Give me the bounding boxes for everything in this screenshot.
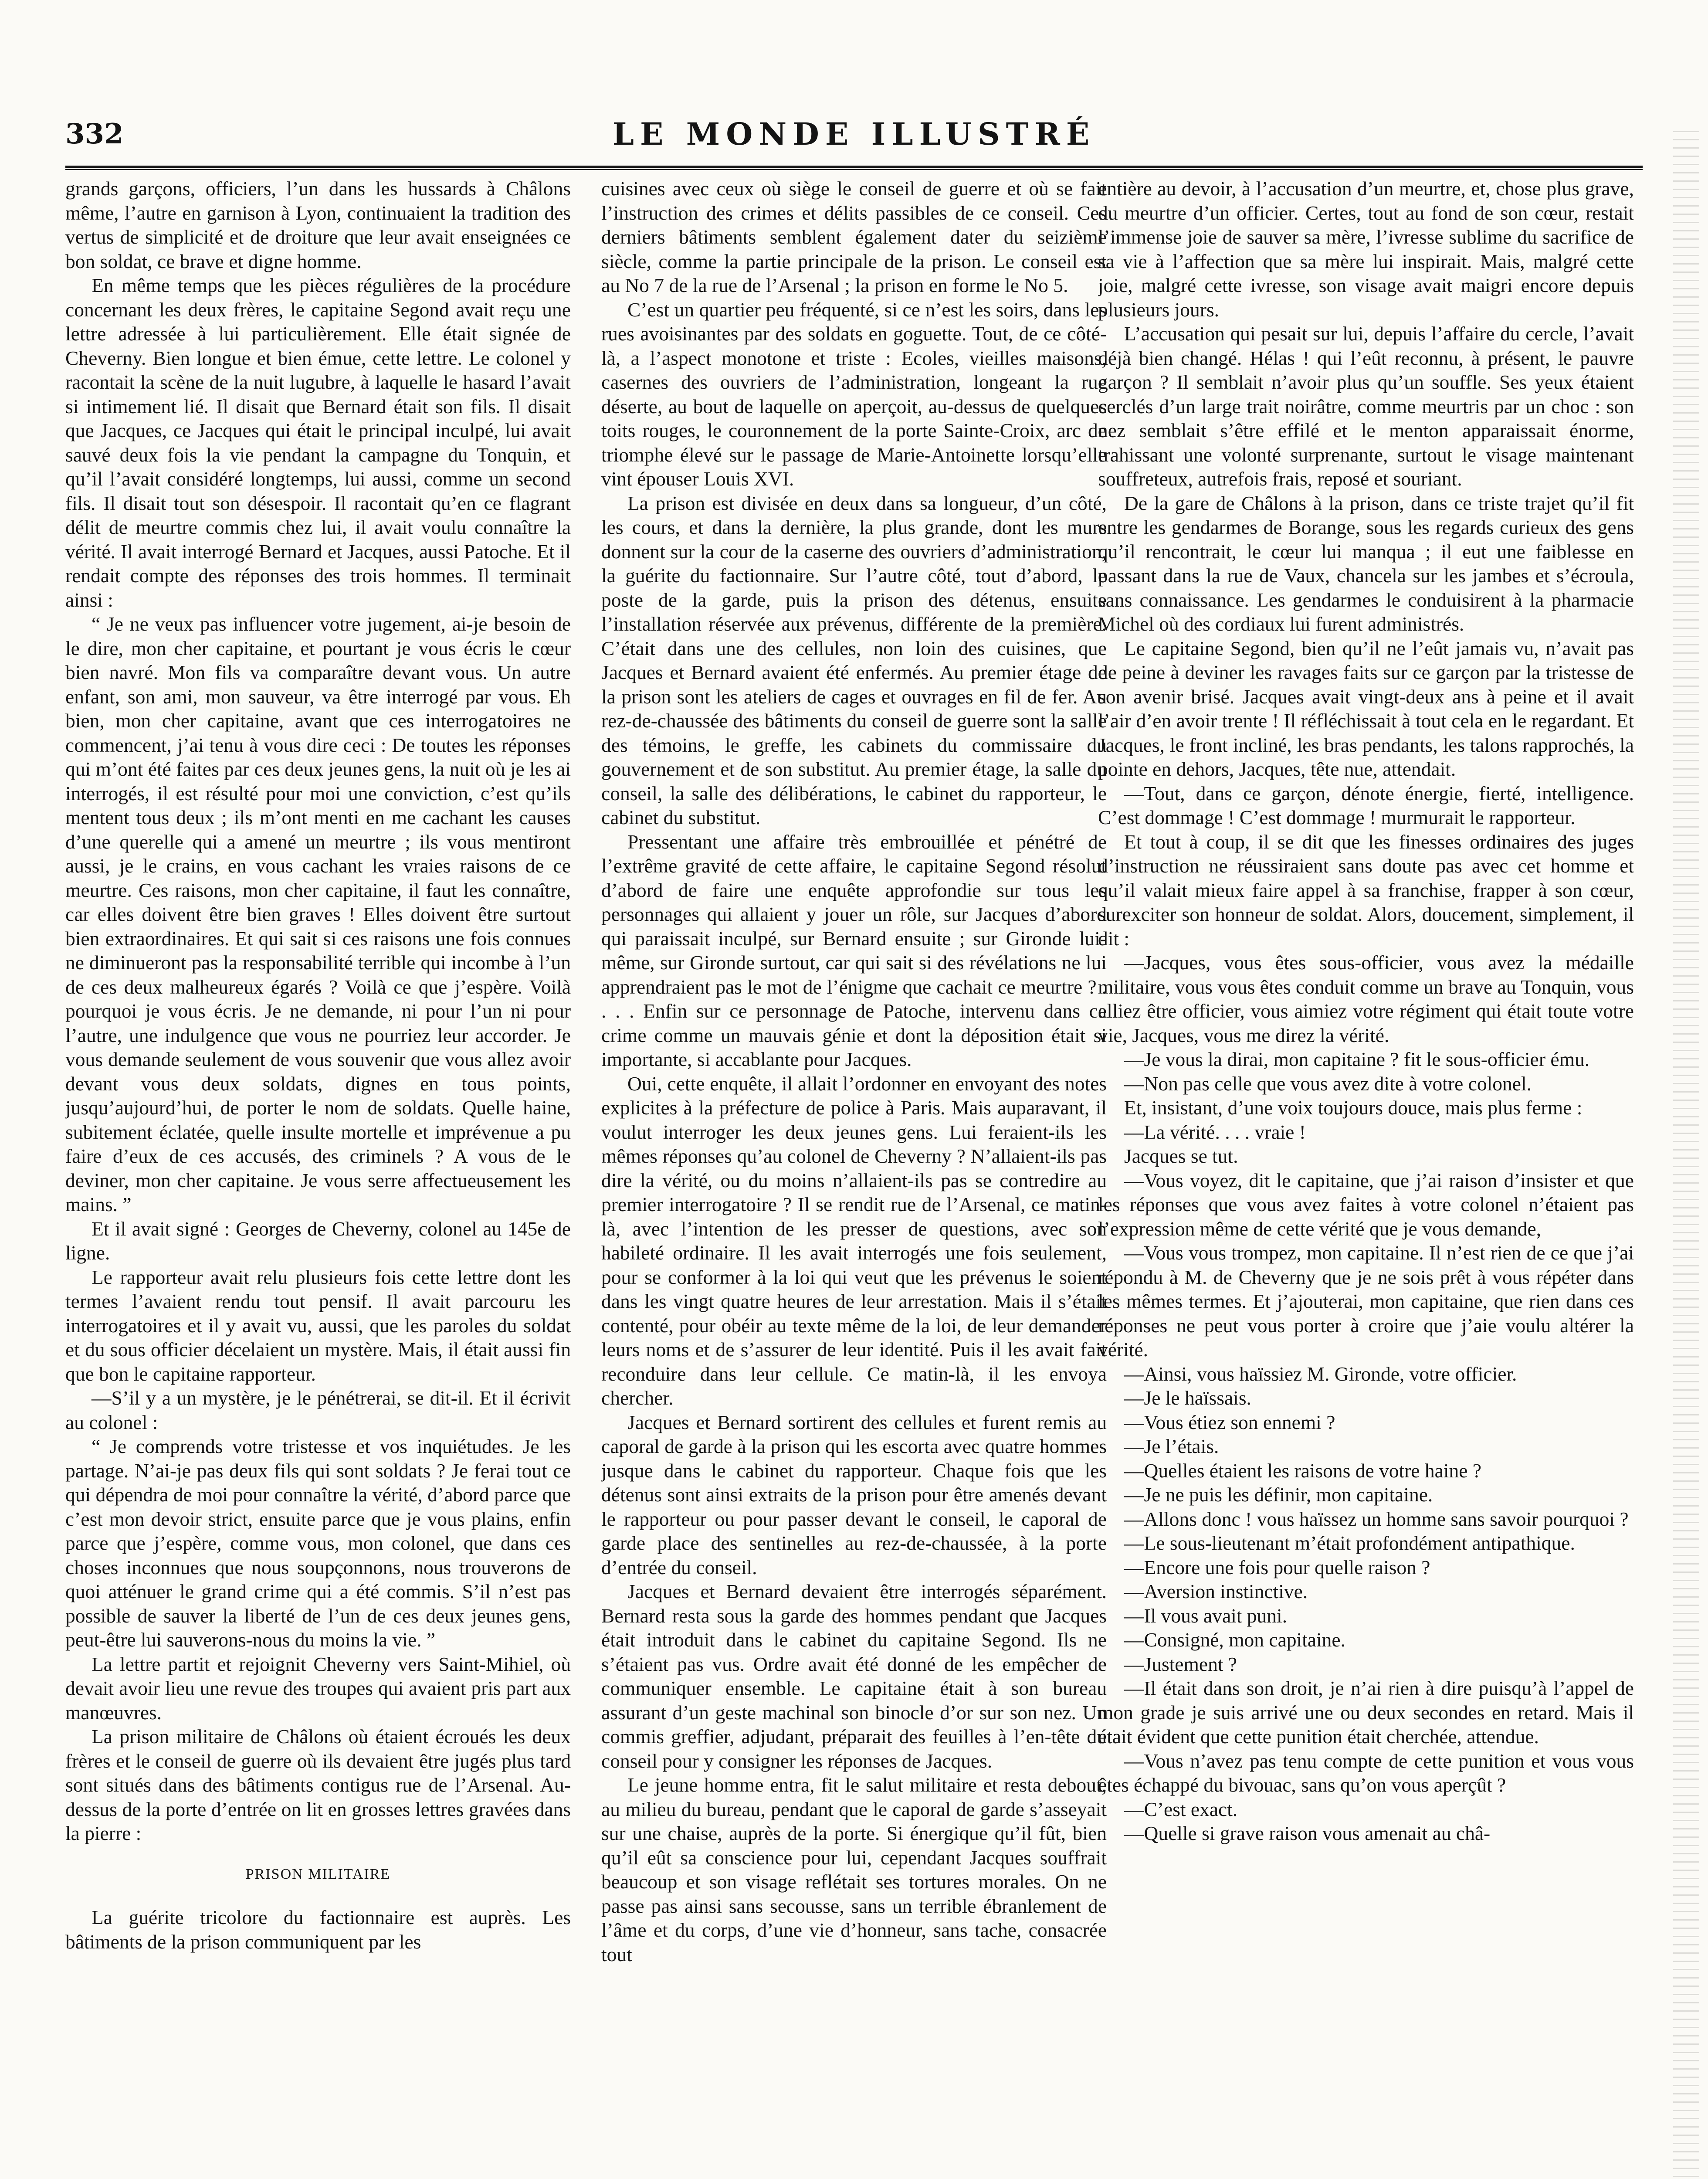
paragraph: —Consigné, mon capitaine. [1124, 1629, 1345, 1651]
paragraph: Et tout à coup, il se dit que les finesses ordinaires des juges d’instruction ne réussiraient sans doute pas avec cet homme et qu’il valait mieux faire appel à sa franchise, frapper à son cœur, surexciter son honneur de soldat. Alors, doucement, simplement, il dit : [1098, 830, 1634, 950]
paragraph: Et il avait signé : Georges de Cheverny, colonel au 145e de ligne. [65, 1217, 571, 1264]
paragraph: La prison militaire de Châlons où étaient écroués les deux frères et le conseil de guerre où ils devaient être jugés plus tard sont situés dans des bâtiments contigus rue de l’Arsenal. Au-dessus de la porte d’entrée on lit en grosses lettres gravées dans la pierre : [65, 1725, 571, 1844]
page-number: 332 [65, 118, 124, 150]
inscription-heading: PRISON MILITAIRE [245, 1866, 391, 1882]
paragraph: —Encore une fois pour quelle raison ? [1124, 1556, 1430, 1578]
text-column-2 [601, 176, 1107, 2179]
paragraph: —Je ne puis les définir, mon capitaine. [1124, 1483, 1433, 1506]
paragraph: —La vérité. . . . vraie ! [1124, 1120, 1306, 1143]
paragraph: —Jacques, vous êtes sous-officier, vous avez la médaille militaire, vous vous êtes conduit comme un brave au Tonquin, vous alliez être officier, vous aimiez votre régiment qui était toute votre vie, Jacques, vous me direz la vérité. [1098, 951, 1634, 1046]
paragraph: —Quelle si grave raison vous amenait au châ- [1124, 1822, 1491, 1844]
paragraph: Jacques se tut. [1124, 1145, 1238, 1167]
paragraph: —Allons donc ! vous haïssez un homme sans savoir pourquoi ? [1124, 1507, 1629, 1530]
paragraph: grands garçons, officiers, l’un dans les hussards à Châlons même, l’autre en garnison à Lyon, continuaient la tradition des vertus de simplicité et de droiture que leur avait enseignées ce bon soldat, ce brave et digne homme. [65, 177, 571, 272]
page-edge-scan-noise [1673, 131, 1699, 2179]
paragraph: —Tout, dans ce garçon, dénote énergie, fierté, intelligence. C’est dommage ! C’est dommage ! murmurait le rapporteur. [1098, 782, 1634, 828]
paragraph: cuisines avec ceux où siège le conseil de guerre et où se fait l’instruction des crimes et délits passibles de ce conseil. Ces derniers bâtiments semblent également dater du seizième siècle, comme la partie principale de la prison. Le conseil est au No 7 de la rue de l’Arsenal ; la prison en forme le No 5. [601, 177, 1107, 296]
paragraph: —Il était dans son droit, je n’ai rien à dire puisqu’à l’appel de mon grade je suis arrivé une ou deux secondes en retard. Mais il était évident que cette punition était cherchée, attendue. [1098, 1677, 1634, 1748]
paragraph: Le rapporteur avait relu plusieurs fois cette lettre dont les termes l’avaient rendu tout pensif. Il avait parcouru les interrogatoires et il y avait vu, aussi, que les paroles du soldat et du sous officier décelaient un mystère. Mais, il était aussi fin que bon le capitaine rapporteur. [65, 1266, 571, 1385]
paragraph: “ Je comprends votre tristesse et vos inquiétudes. Je les partage. N’ai-je pas deux fils qui sont soldats ? Je ferai tout ce qui dépendra de moi pour connaître la vérité, d’abord parce que c’est mon devoir strict, ensuite parce que je vous plains, enfin parce que j’espère, comme vous, mon colonel, que dans ces choses inconnues que nous soupçonnons, nous trouverons de quoi atténuer le grand crime qui a été commis. S’il n’est pas possible de sauver la liberté de l’un de ces deux jeunes gens, peut-être lui sauverons-nous du moins la vie. ” [65, 1435, 571, 1651]
paragraph: “ Je ne veux pas influencer votre jugement, ai-je besoin de le dire, mon cher capitaine, et pourtant je vous écris le cœur bien navré. Mon fils va comparaître devant vous. Un autre enfant, son ami, mon sauveur, va être interrogé par vous. Eh bien, mon cher capitaine, avant que ces interrogatoires ne commencent, j’ai tenu à vous dire ceci : De toutes les réponses qui m’ont été faites par ces deux jeunes gens, la nuit où je les ai interrogés, il est résulté pour moi une conviction, c’est qu’ils mentent tous deux ; ils m’ont menti en me cachant les causes d’une querelle qui a amené un meurtre ; ils vous mentiront aussi, je le crains, en vous cachant les vraies raisons de ce meurtre. Ces raisons, mon cher capitaine, il faut les connaître, car elles doivent être bien graves ! Elles doivent être surtout bien extraordinaires. Et qui sait si ces raisons une fois connues ne diminueront pas la responsabilité terrible qui incombe à l’un de ces deux malheureux égarés ? Voilà ce que j’espère. Voilà pourquoi je vous écris. Je ne demande, ni pour l’un ni pour l’autre, une indulgence que vous ne pourriez leur accorder. Je vous demande seulement de vous souvenir que vous allez avoir devant vous deux soldats, dignes en tous points, jusqu’aujourd’hui, de porter le nom de soldats. Quelle haine, subitement éclatée, quelle insulte mortelle et imprévenue a pu faire d’eux de ces accusés, des criminels ? A vous de le deviner, mon cher capitaine. Je vous serre affectueusement les mains. ” [65, 613, 571, 1215]
paragraph: La lettre partit et rejoignit Cheverny vers Saint-Mihiel, où devait avoir lieu une revue des troupes qui avaient pris part aux manœuvres. [65, 1653, 571, 1724]
page-title: LE MONDE ILLUSTRÉ [612, 116, 1096, 152]
paragraph: —Vous n’avez pas tenu compte de cette punition et vous vous êtes échappé du bivouac, sans qu’on vous aperçût ? [1098, 1749, 1634, 1796]
paragraph: —C’est exact. [1124, 1798, 1238, 1820]
paragraph: —Quelles étaient les raisons de votre haine ? [1124, 1459, 1481, 1482]
paragraph: Oui, cette enquête, il allait l’ordonner en envoyant des notes explicites à la préfecture de police à Paris. Mais auparavant, il voulut interroger les deux jeunes gens. Lui feraient-ils les mêmes réponses qu’au colonel de Cheverny ? N’allaient-ils pas dire la vérité, ou du moins n’allaient-ils pas se contredire au premier interrogatoire ? Il se rendit rue de l’Arsenal, ce matin-là, avec l’intention de les presser de questions, avec son habileté ordinaire. Il les avait interrogés une fois seulement, pour se conformer à la loi qui veut que les prévenus le soient dans les vingt quatre heures de leur arrestation. Mais il s’était contenté, pour obéir au texte même de la loi, de leur demander leurs noms et de s’assurer de leur identité. Puis il les avait fait reconduire dans leur cellule. Ce matin-là, il les envoya chercher. [601, 1072, 1107, 1409]
paragraph: —Vous vous trompez, mon capitaine. Il n’est rien de ce que j’ai répondu à M. de Cheverny que je ne sois prêt à vous répéter dans les mêmes termes. Et j’ajouterai, mon capitaine, que rien dans ces réponses ne peut vous porter à croire que j’aie voulu altérer la vérité. [1098, 1242, 1634, 1361]
paragraph: —Le sous-lieutenant m’était profondément antipathique. [1124, 1532, 1575, 1554]
paragraph: —Il vous avait puni. [1124, 1604, 1288, 1627]
paragraph: Jacques et Bernard devaient être interrogés séparément. Bernard resta sous la garde des hommes pendant que Jacques était introduit dans le cabinet du capitaine Segond. Ils ne s’étaient pas vus. Ordre avait été donné de les empêcher de communiquer ensemble. Le capitaine était à son bureau assurant d’un geste machinal son binocle d’or sur son nez. Un commis greffier, adjudant, préparait des feuilles à l’en-tête du conseil pour y consigner les réponses de Jacques. [601, 1580, 1107, 1772]
paragraph: L’accusation qui pesait sur lui, depuis l’affaire du cercle, l’avait déjà bien changé. Hélas ! qui l’eût reconnu, à présent, le pauvre garçon ? Il semblait n’avoir plus qu’un souffle. Ses yeux étaient cerclés d’un large trait noirâtre, comme meurtris par un choc : son nez semblait s’être effilé et le menton apparaissait énorme, trahissant une volonté surprenante, surtout le visage maintenant souffreteux, autrefois frais, reposé et souriant. [1098, 322, 1634, 490]
paragraph: —Aversion instinctive. [1124, 1580, 1308, 1602]
paragraph: C’est un quartier peu fréquenté, si ce n’est les soirs, dans les rues avoisinantes par des soldats en goguette. Tout, de ce côté-là, a l’aspect monotone et triste : Ecoles, vieilles maisons, casernes des ouvriers de l’administration, longeant la rue déserte, au bout de laquelle on aperçoit, au-dessus de quelques toits rouges, le couronnement de la porte Sainte-Croix, arc de triomphe élevé sur le passage de Marie-Antoinette lorsqu’elle vint épouser Louis XVI. [601, 298, 1107, 490]
paragraph: —Non pas celle que vous avez dite à votre colonel. [1124, 1072, 1532, 1095]
paragraph: Pressentant une affaire très embrouillée et pénétré de l’extrême gravité de cette affaire, le capitaine Segond résolut d’abord de faire une enquête approfondie sur tous les personnages qui allaient y jouer un rôle, sur Jacques d’abord qui paraissait inculpé, sur Bernard ensuite ; sur Gironde lui-même, sur Gironde surtout, car qui sait si des révélations ne lui apprendraient pas le mot de l’énigme que cachait ce meurtre ? . . . . Enfin sur ce personnage de Patoche, intervenu dans ce crime comme un mauvais génie et dont la déposition était si importante, si accablante pour Jacques. [601, 830, 1107, 1070]
paragraph: —Je l’étais. [1124, 1435, 1219, 1457]
paragraph: —Je le haïssais. [1124, 1387, 1251, 1409]
paragraph: La guérite tricolore du factionnaire est auprès. Les bâtiments de la prison communiquent par les [65, 1906, 571, 1953]
paragraph: En même temps que les pièces régulières de la procédure concernant les deux frères, le capitaine Segond avait reçu une lettre adressée à lui particulièrement. Elle était signée de Cheverny. Bien longue et bien émue, cette lettre. Le colonel y racontait la scène de la nuit lugubre, à laquelle le hasard l’avait si intimement lié. Il disait que Bernard était son fils. Il disait que Jacques, ce Jacques qui était le principal inculpé, lui avait sauvé deux fois la vie pendant la campagne du Tonquin, et qu’il l’avait considéré longtemps, lui aussi, comme un second fils. Il disait tout son désespoir. Il racontait qu’en ce flagrant délit de meurtre commis chez lui, il avait voulu connaître la vérité. Il avait interrogé Bernard et Jacques, aussi Patoche. Et il rendait compte des réponses des trois hommes. Il terminait ainsi : [65, 274, 571, 611]
paragraph: Et, insistant, d’une voix toujours douce, mais plus ferme : [1124, 1096, 1583, 1119]
paragraph: —Vous voyez, dit le capitaine, que j’ai raison d’insister et que les réponses que vous avez faites à votre colonel n’étaient pas l’expression même de cette vérité que je vous demande, [1098, 1169, 1634, 1240]
text-column-3 [1098, 176, 1634, 2179]
paragraph: —Justement ? [1124, 1653, 1237, 1675]
paragraph: —Ainsi, vous haïssiez M. Gironde, votre officier. [1124, 1362, 1517, 1385]
paragraph: La prison est divisée en deux dans sa longueur, d’un côté, les cours, et dans la dernière, la plus grande, dont les murs donnent sur la cour de la caserne des ouvriers d’administration, la guérite du factionnaire. Sur l’autre côté, tout d’abord, le poste de la garde, puis la prison des détenus, ensuite l’installation réservée aux prévenus, différente de la première. C’était dans une des cellules, non loin des cuisines, que Jacques et Bernard avaient été enfermés. Au premier étage de la prison sont les ateliers de cages et ouvrages en fil de fer. Au rez-de-chaussée des bâtiments du conseil de guerre sont la salle des témoins, le greffe, les cabinets du commissaire du gouvernement et de son substitut. Au premier étage, la salle du conseil, la salle des délibérations, le cabinet du rapporteur, le cabinet du substitut. [601, 492, 1107, 828]
page-header [65, 108, 1643, 156]
header-rule [65, 166, 1643, 170]
paragraph: entière au devoir, à l’accusation d’un meurtre, et, chose plus grave, du meurtre d’un officier. Certes, tout au fond de son cœur, restait l’immense joie de sauver sa mère, l’ivresse sublime du sacrifice de sa vie à l’affection que sa mère lui inspirait. Mais, malgré cette joie, malgré cette ivresse, son visage avait maigri encore depuis plusieurs jours. [1098, 177, 1634, 321]
paragraph: De la gare de Châlons à la prison, dans ce triste trajet qu’il fit entre les gendarmes de Borange, sous les regards curieux des gens qu’il rencontrait, le cœur lui manqua ; il eut une faiblesse en passant dans la rue de Vaux, chancela sur les jambes et s’écroula, sans connaissance. Les gendarmes le conduisirent à la pharmacie Michel où des cordiaux lui furent administrés. [1098, 492, 1634, 635]
paragraph: Le jeune homme entra, fit le salut militaire et resta debout, au milieu du bureau, pendant que le caporal de garde s’asseyait sur une chaise, auprès de la porte. Si énergique qu’il fût, bien qu’il eût sa conscience pour lui, cependant Jacques souffrait beaucoup et son visage reflétait ses tortures morales. On ne passe pas ainsi sans secousse, sans un terrible ébranlement de l’âme et du corps, d’une vie d’honneur, sans tache, consacrée tout [601, 1774, 1107, 1965]
paragraph: Jacques et Bernard sortirent des cellules et furent remis au caporal de garde à la prison qui les escorta avec quatre hommes jusque dans le cabinet du rapporteur. Chaque fois que les détenus sont ainsi extraits de la prison pour être amenés devant le rapporteur ou pour passer devant le conseil, le caporal de garde place des sentinelles au rez-de-chaussée, à la porte d’entrée du conseil. [601, 1411, 1107, 1578]
text-column-1 [65, 176, 571, 2179]
paragraph: —S’il y a un mystère, je le pénétrerai, se dit-il. Et il écrivit au colonel : [65, 1387, 571, 1433]
paragraph: Le capitaine Segond, bien qu’il ne l’eût jamais vu, n’avait pas de peine à deviner les ravages faits sur ce garçon par la tristesse de son avenir brisé. Jacques avait vingt-deux ans à peine et il avait l’air d’en avoir trente ! Il réfléchissait à tout cela en le regardant. Et Jacques, le front incliné, les bras pendants, les talons rapprochés, la pointe en dehors, Jacques, tête nue, attendait. [1098, 637, 1634, 780]
paragraph: —Je vous la dirai, mon capitaine ? fit le sous-officier ému. [1124, 1048, 1590, 1070]
paragraph: —Vous étiez son ennemi ? [1124, 1411, 1335, 1433]
